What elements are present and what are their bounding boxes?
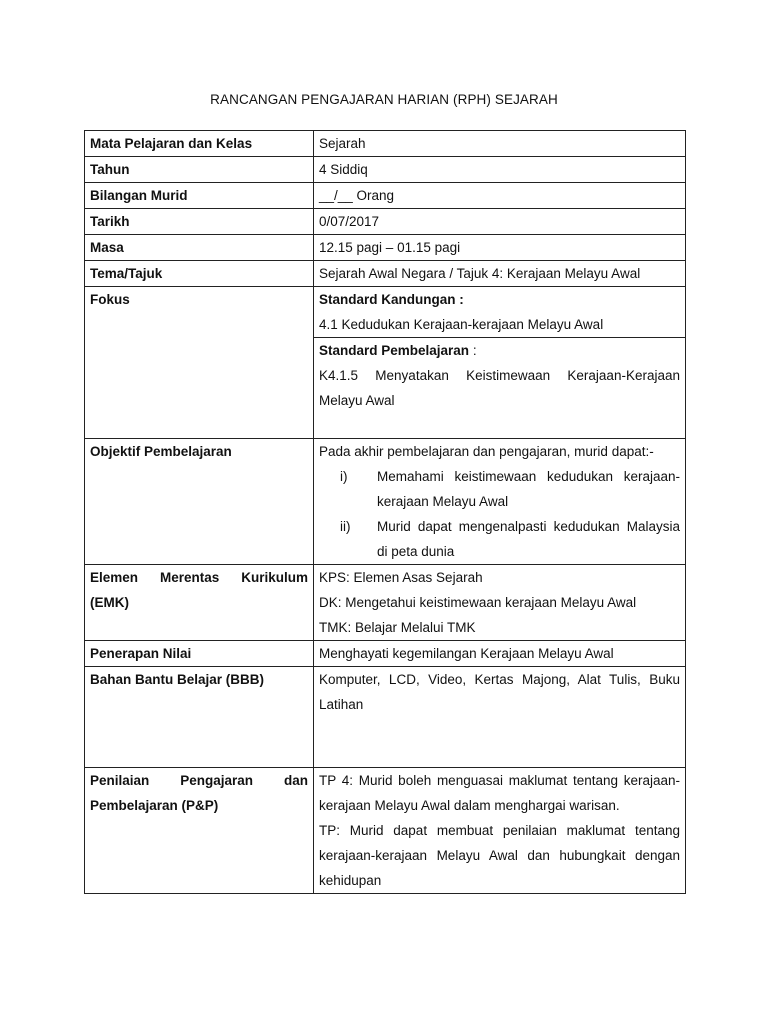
row-value: Sejarah: [314, 131, 686, 157]
sp-text: K4.1.5 Menyatakan Keistimewaan Kerajaan-Kerajaan Melayu Awal: [319, 368, 680, 408]
list-item: [319, 464, 680, 514]
sp-heading-line: [319, 338, 680, 363]
page-title: RANCANGAN PENGAJARAN HARIAN (RPH) SEJARAH: [210, 92, 558, 107]
row-value: Komputer, LCD, Video, Kertas Majong, Alat Tulis, Buku Latihan: [314, 667, 686, 768]
row-value: 4 Siddiq: [314, 157, 686, 183]
table-row: [85, 183, 686, 209]
table-row: [85, 157, 686, 183]
sk-heading: Standard Kandungan :: [319, 292, 464, 307]
row-label: Objektif Pembelajaran: [85, 439, 314, 565]
tp4-text: TP 4: Murid boleh menguasai maklumat tentang kerajaan-kerajaan Melayu Awal dalam menghargai warisan.: [319, 773, 680, 813]
penilaian-cell: [314, 768, 686, 894]
table-row: [85, 439, 686, 565]
rph-table: [84, 130, 686, 894]
emk-line: DK: Mengetahui keistimewaan kerajaan Melayu Awal: [319, 595, 637, 610]
tp-text: TP: Murid dapat membuat penilaian maklumat tentang kerajaan-kerajaan Melayu Awal dan hubungkait dengan kehidupan: [319, 823, 680, 888]
table-row: [85, 641, 686, 667]
emk-cell: [314, 565, 686, 641]
row-value: __/__ Orang: [314, 183, 686, 209]
list-text: Murid dapat mengenalpasti kedudukan Malaysia di peta dunia: [377, 519, 680, 559]
list-item: [319, 514, 680, 564]
row-value: Sejarah Awal Negara / Tajuk 4: Kerajaan Melayu Awal: [314, 261, 686, 287]
table-row: [85, 261, 686, 287]
row-value: 12.15 pagi – 01.15 pagi: [314, 235, 686, 261]
emk-line: TMK: Belajar Melalui TMK: [319, 620, 476, 635]
objektif-cell: [314, 439, 686, 565]
row-label: Tahun: [85, 157, 314, 183]
row-label: Penerapan Nilai: [85, 641, 314, 667]
row-label: Masa: [85, 235, 314, 261]
row-label: Bilangan Murid: [85, 183, 314, 209]
standard-kandungan: [314, 287, 685, 337]
list-number: ii): [340, 519, 351, 534]
row-label: Fokus: [85, 287, 314, 439]
table-row: [85, 131, 686, 157]
standard-pembelajaran: [314, 337, 685, 438]
list-text: Memahami keistimewaan kedudukan kerajaan-kerajaan Melayu Awal: [377, 469, 680, 509]
row-label: Mata Pelajaran dan Kelas: [85, 131, 314, 157]
fokus-cell: [314, 287, 686, 439]
table-row: [85, 565, 686, 641]
sk-text: 4.1 Kedudukan Kerajaan-kerajaan Melayu Awal: [319, 317, 604, 332]
table-row: [85, 235, 686, 261]
row-value: Menghayati kegemilangan Kerajaan Melayu Awal: [314, 641, 686, 667]
row-label: Elemen Merentas Kurikulum (EMK): [85, 565, 314, 641]
sp-colon: :: [469, 343, 477, 358]
row-label: Bahan Bantu Belajar (BBB): [85, 667, 314, 768]
row-value: 0/07/2017: [314, 209, 686, 235]
sp-heading: Standard Pembelajaran: [319, 343, 470, 358]
emk-line: KPS: Elemen Asas Sejarah: [319, 570, 483, 585]
table-row: [85, 768, 686, 894]
table-row: [85, 209, 686, 235]
objektif-intro: Pada akhir pembelajaran dan pengajaran, murid dapat:-: [319, 444, 654, 459]
row-label: Tema/Tajuk: [85, 261, 314, 287]
list-number: i): [340, 469, 348, 484]
row-label: Tarikh: [85, 209, 314, 235]
table-row: [85, 667, 686, 768]
row-label: Penilaian Pengajaran dan Pembelajaran (P&P): [85, 768, 314, 894]
table-row: [85, 287, 686, 439]
